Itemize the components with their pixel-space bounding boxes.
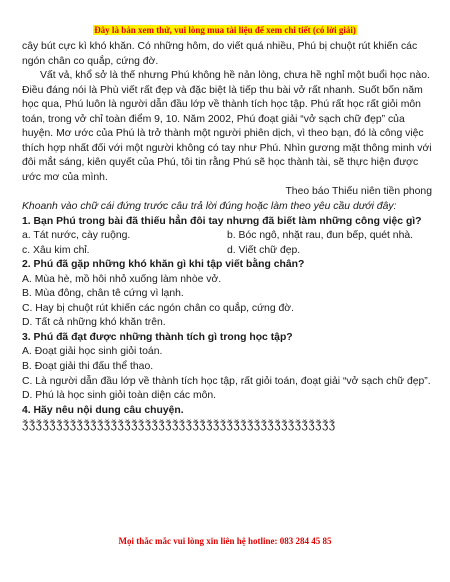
option-1a: a. Tát nước, cày ruộng. <box>22 230 131 242</box>
option-2a: A. Mùa hè, mồ hôi nhỏ xuống làm nhòe vở. <box>22 273 222 285</box>
answer-lines: ǯǯǯǯǯǯǯǯǯǯǯǯǯǯǯǯǯǯǯǯǯǯǯǯǯǯǯǯǯǯǯǯǯǯǯǯǯǯǯǯǯǯǯǯǯǯ <box>22 418 336 432</box>
option-1c: c. Xâu kim chỉ. <box>22 244 90 256</box>
worksheet-content <box>22 40 432 433</box>
question-1-options-row-1 <box>22 229 432 244</box>
option-3c: C. Là người dẫn đầu lớp về thành tích học tập, rất giỏi toán, đoạt giải “vở sạch chữ đẹp”. <box>22 375 431 387</box>
instruction: Khoanh vào chữ cái đứng trước câu trả lời đúng hoặc làm theo yêu cầu dưới đây: <box>22 201 397 213</box>
question-2: 2. Phú đã gặp những khó khăn gì khi tập viết bằng chân? <box>22 259 305 271</box>
question-3: 3. Phú đã đạt được những thành tích gì trong học tập? <box>22 331 293 343</box>
option-1d: d. Viết chữ đẹp. <box>227 244 301 256</box>
question-1-options-row-2 <box>22 244 432 259</box>
question-1: 1. Bạn Phú trong bài đã thiếu hẳn đôi tay nhưng đã biết làm những công việc gì? <box>22 215 422 227</box>
option-3a: A. Đoạt giải học sinh giỏi toán. <box>22 346 163 358</box>
passage-paragraph-1: cây bút cực kì khó khăn. Có những hôm, do viết quá nhiều, Phú bị chuột rút khiến các ngón chân co quắp, cứng đờ. <box>22 41 418 67</box>
option-3d: D. Phú là học sinh giỏi toàn diện các môn. <box>22 390 217 402</box>
hotline-banner: Mọi thắc mắc vui lòng xin liên hệ hotline: 083 284 45 85 <box>118 536 332 546</box>
option-2d: D. Tất cả những khó khăn trên. <box>22 317 166 329</box>
option-1b: b. Bóc ngô, nhặt rau, đun bếp, quét nhà. <box>227 230 414 242</box>
option-3b: B. Đoạt giải thi đấu thể thao. <box>22 361 154 373</box>
question-4: 4. Hãy nêu nội dung câu chuyện. <box>22 404 184 416</box>
passage-paragraph-2: Vất vả, khổ sở là thế nhưng Phú không hề nản lòng, chưa hề nghỉ một buổi học nào. Điều đáng nói là Phù viết rất đẹp và đặc biệt là tiếp thu bài vở rất nhanh. Suốt bốn năm học qua, Phú luôn là người dẫn đầu lớp về thành tích học tập. Phú rất học rất giỏi môn toán, trong vở chỉ toàn điểm 9, 10. Năm 2002, Phú đoạt giải “vở sạch chữ đẹp” của huyện. Mơ ước của Phú là trở thành một người phiên dịch, vì theo bạn, đó là công việc thích hợp nhất đối với một người không có tay như Phú. Nhìn gương mặt thông minh với đôi mắt sáng, kiên quyết của Phú, tôi tin rằng Phú sẽ học thành tài, sẽ thực hiện được ước mơ của mình. <box>22 70 432 183</box>
passage-source: Theo báo Thiếu niên tiền phong <box>285 186 432 198</box>
preview-banner: Đây là bản xem thử, vui lòng mua tài liệu để xem chi tiết (có lời giải) <box>94 25 356 35</box>
option-2c: C. Hay bị chuột rút khiến các ngón chân co quắp, cứng đờ. <box>22 302 294 314</box>
option-2b: B. Mùa đông, chân tê cứng vì lạnh. <box>22 288 184 300</box>
